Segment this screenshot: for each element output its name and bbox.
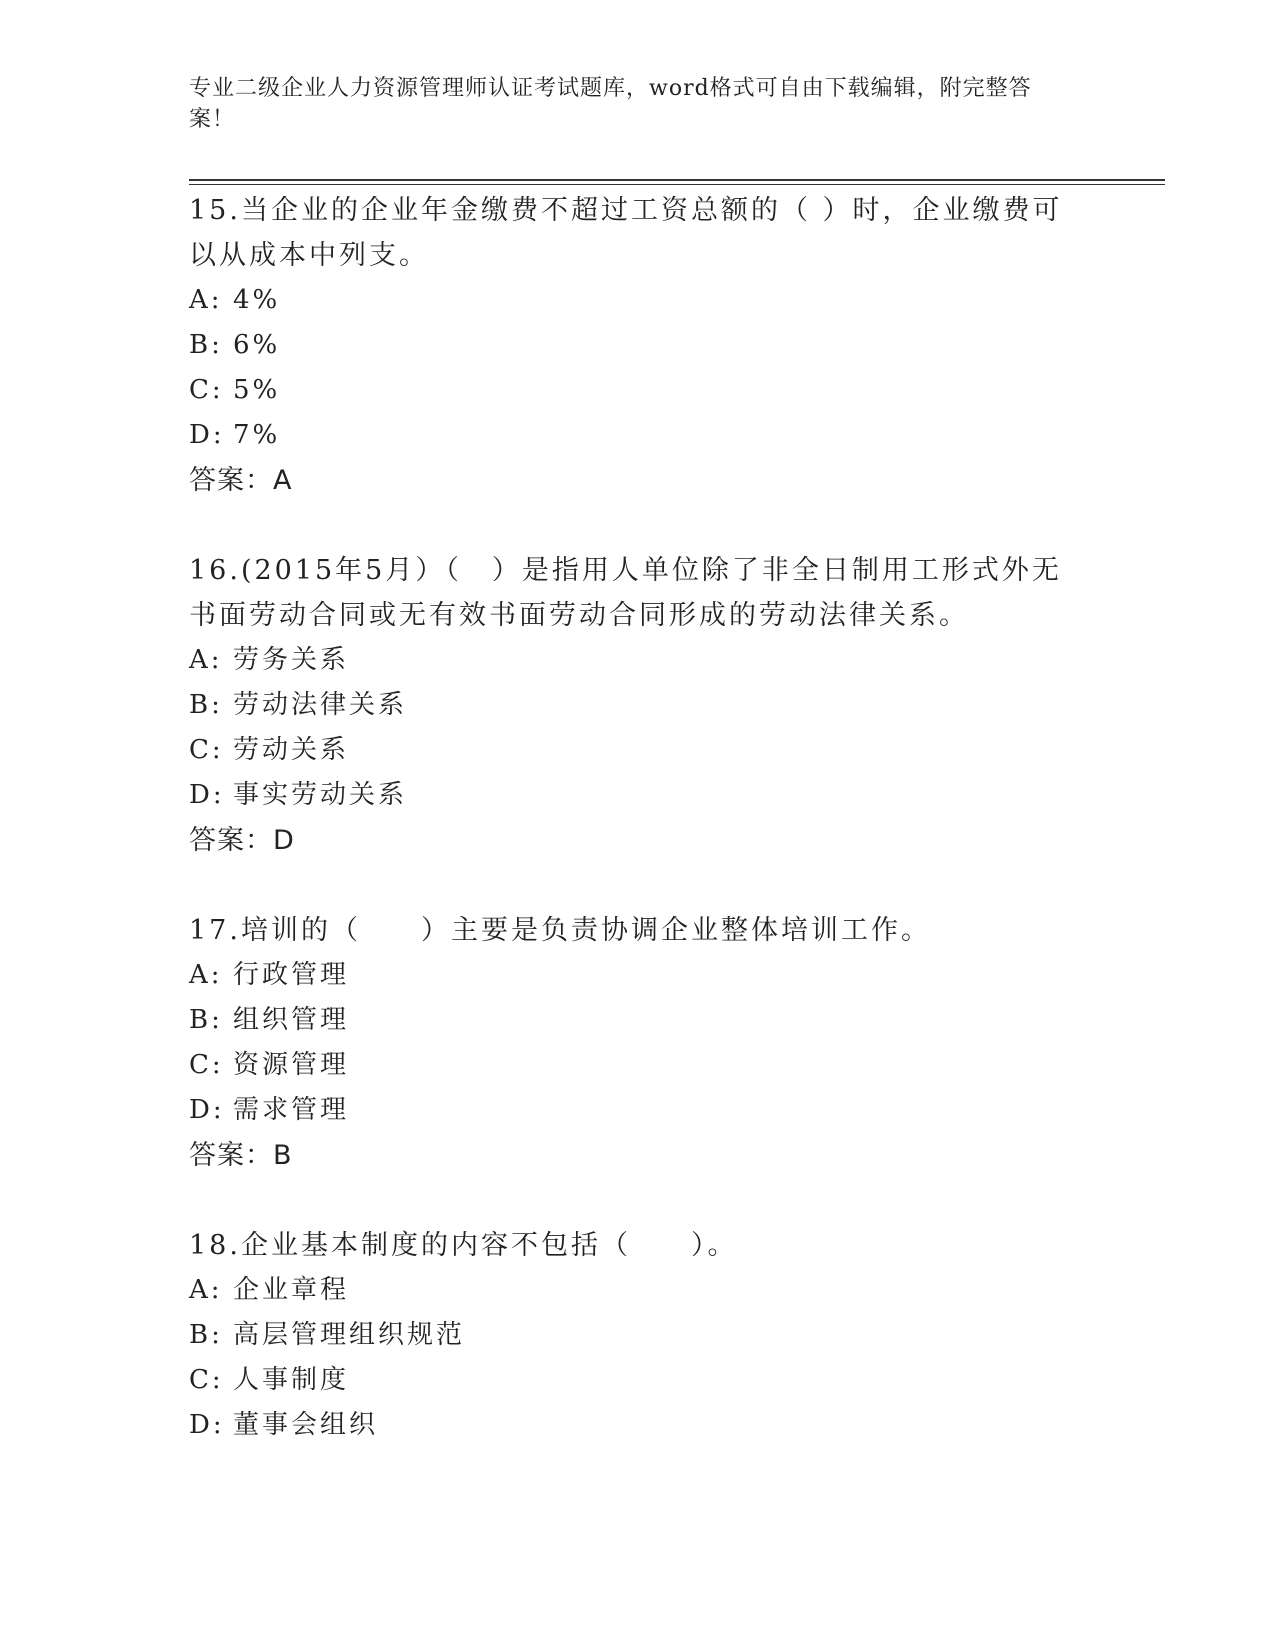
option-letter: D: [189,420,225,450]
option-letter: C: [189,1365,224,1395]
option-d [189,1088,1089,1133]
option-text: 劳动法律关系 [233,690,408,720]
question-stem: 16.(2015年5月）（ ）是指用人单位除了非全日制用工形式外无书面劳动合同或无有效书面劳动合同形成的劳动法律关系。 [189,555,1062,631]
option-text: 董事会组织 [233,1410,379,1440]
option-text: 4% [233,285,281,315]
option-letter: D: [189,1095,225,1125]
question-15 [189,188,1089,504]
option-b [189,683,1089,728]
option-text: 资源管理 [233,1050,350,1080]
option-c [189,728,1089,773]
option-text: 高层管理组织规范 [233,1320,466,1350]
option-a [189,953,1089,998]
option-letter: A: [189,645,223,675]
document-header: 专业二级企业人力资源管理师认证考试题库，word格式可自由下载编辑，附完整答案！ [189,76,1032,132]
option-letter: A: [189,960,223,990]
option-text: 人事制度 [233,1365,350,1395]
option-d [189,773,1089,818]
question-stem: 17.培训的（ ）主要是负责协调企业整体培训工作。 [189,915,931,946]
answer-line: 答案：B [189,1140,293,1171]
option-letter: B: [189,690,223,720]
header-divider-thick [189,179,1165,181]
question-stem: 15.当企业的企业年金缴费不超过工资总额的（ ）时，企业缴费可以从成本中列支。 [189,195,1063,271]
option-text: 劳务关系 [233,645,350,675]
option-letter: C: [189,375,224,405]
option-b [189,998,1089,1043]
option-text: 行政管理 [233,960,350,990]
option-d [189,1403,1089,1448]
question-list [189,188,1089,1492]
option-b [189,1313,1089,1358]
option-text: 7% [233,420,281,450]
option-letter: B: [189,330,223,360]
option-a [189,638,1089,683]
answer-line: 答案：D [189,825,295,856]
option-letter: D: [189,1410,225,1440]
option-text: 组织管理 [233,1005,350,1035]
option-letter: A: [189,285,223,315]
question-17 [189,908,1089,1179]
answer-line: 答案：A [189,465,293,496]
option-d [189,413,1089,458]
question-18 [189,1223,1089,1448]
option-letter: D: [189,780,225,810]
option-letter: C: [189,1050,224,1080]
question-stem: 18.企业基本制度的内容不包括（ ）。 [189,1230,738,1261]
option-letter: A: [189,1275,223,1305]
option-c [189,368,1089,413]
option-text: 企业章程 [233,1275,350,1305]
option-text: 需求管理 [233,1095,350,1125]
option-text: 事实劳动关系 [233,780,408,810]
header-divider-thin [189,184,1165,185]
question-16 [189,548,1089,864]
option-a [189,1268,1089,1313]
option-c [189,1358,1089,1403]
option-a [189,278,1089,323]
option-text: 劳动关系 [233,735,350,765]
option-letter: B: [189,1320,223,1350]
option-text: 5% [233,375,281,405]
option-b [189,323,1089,368]
option-letter: C: [189,735,224,765]
option-c [189,1043,1089,1088]
option-text: 6% [233,330,281,360]
option-letter: B: [189,1005,223,1035]
